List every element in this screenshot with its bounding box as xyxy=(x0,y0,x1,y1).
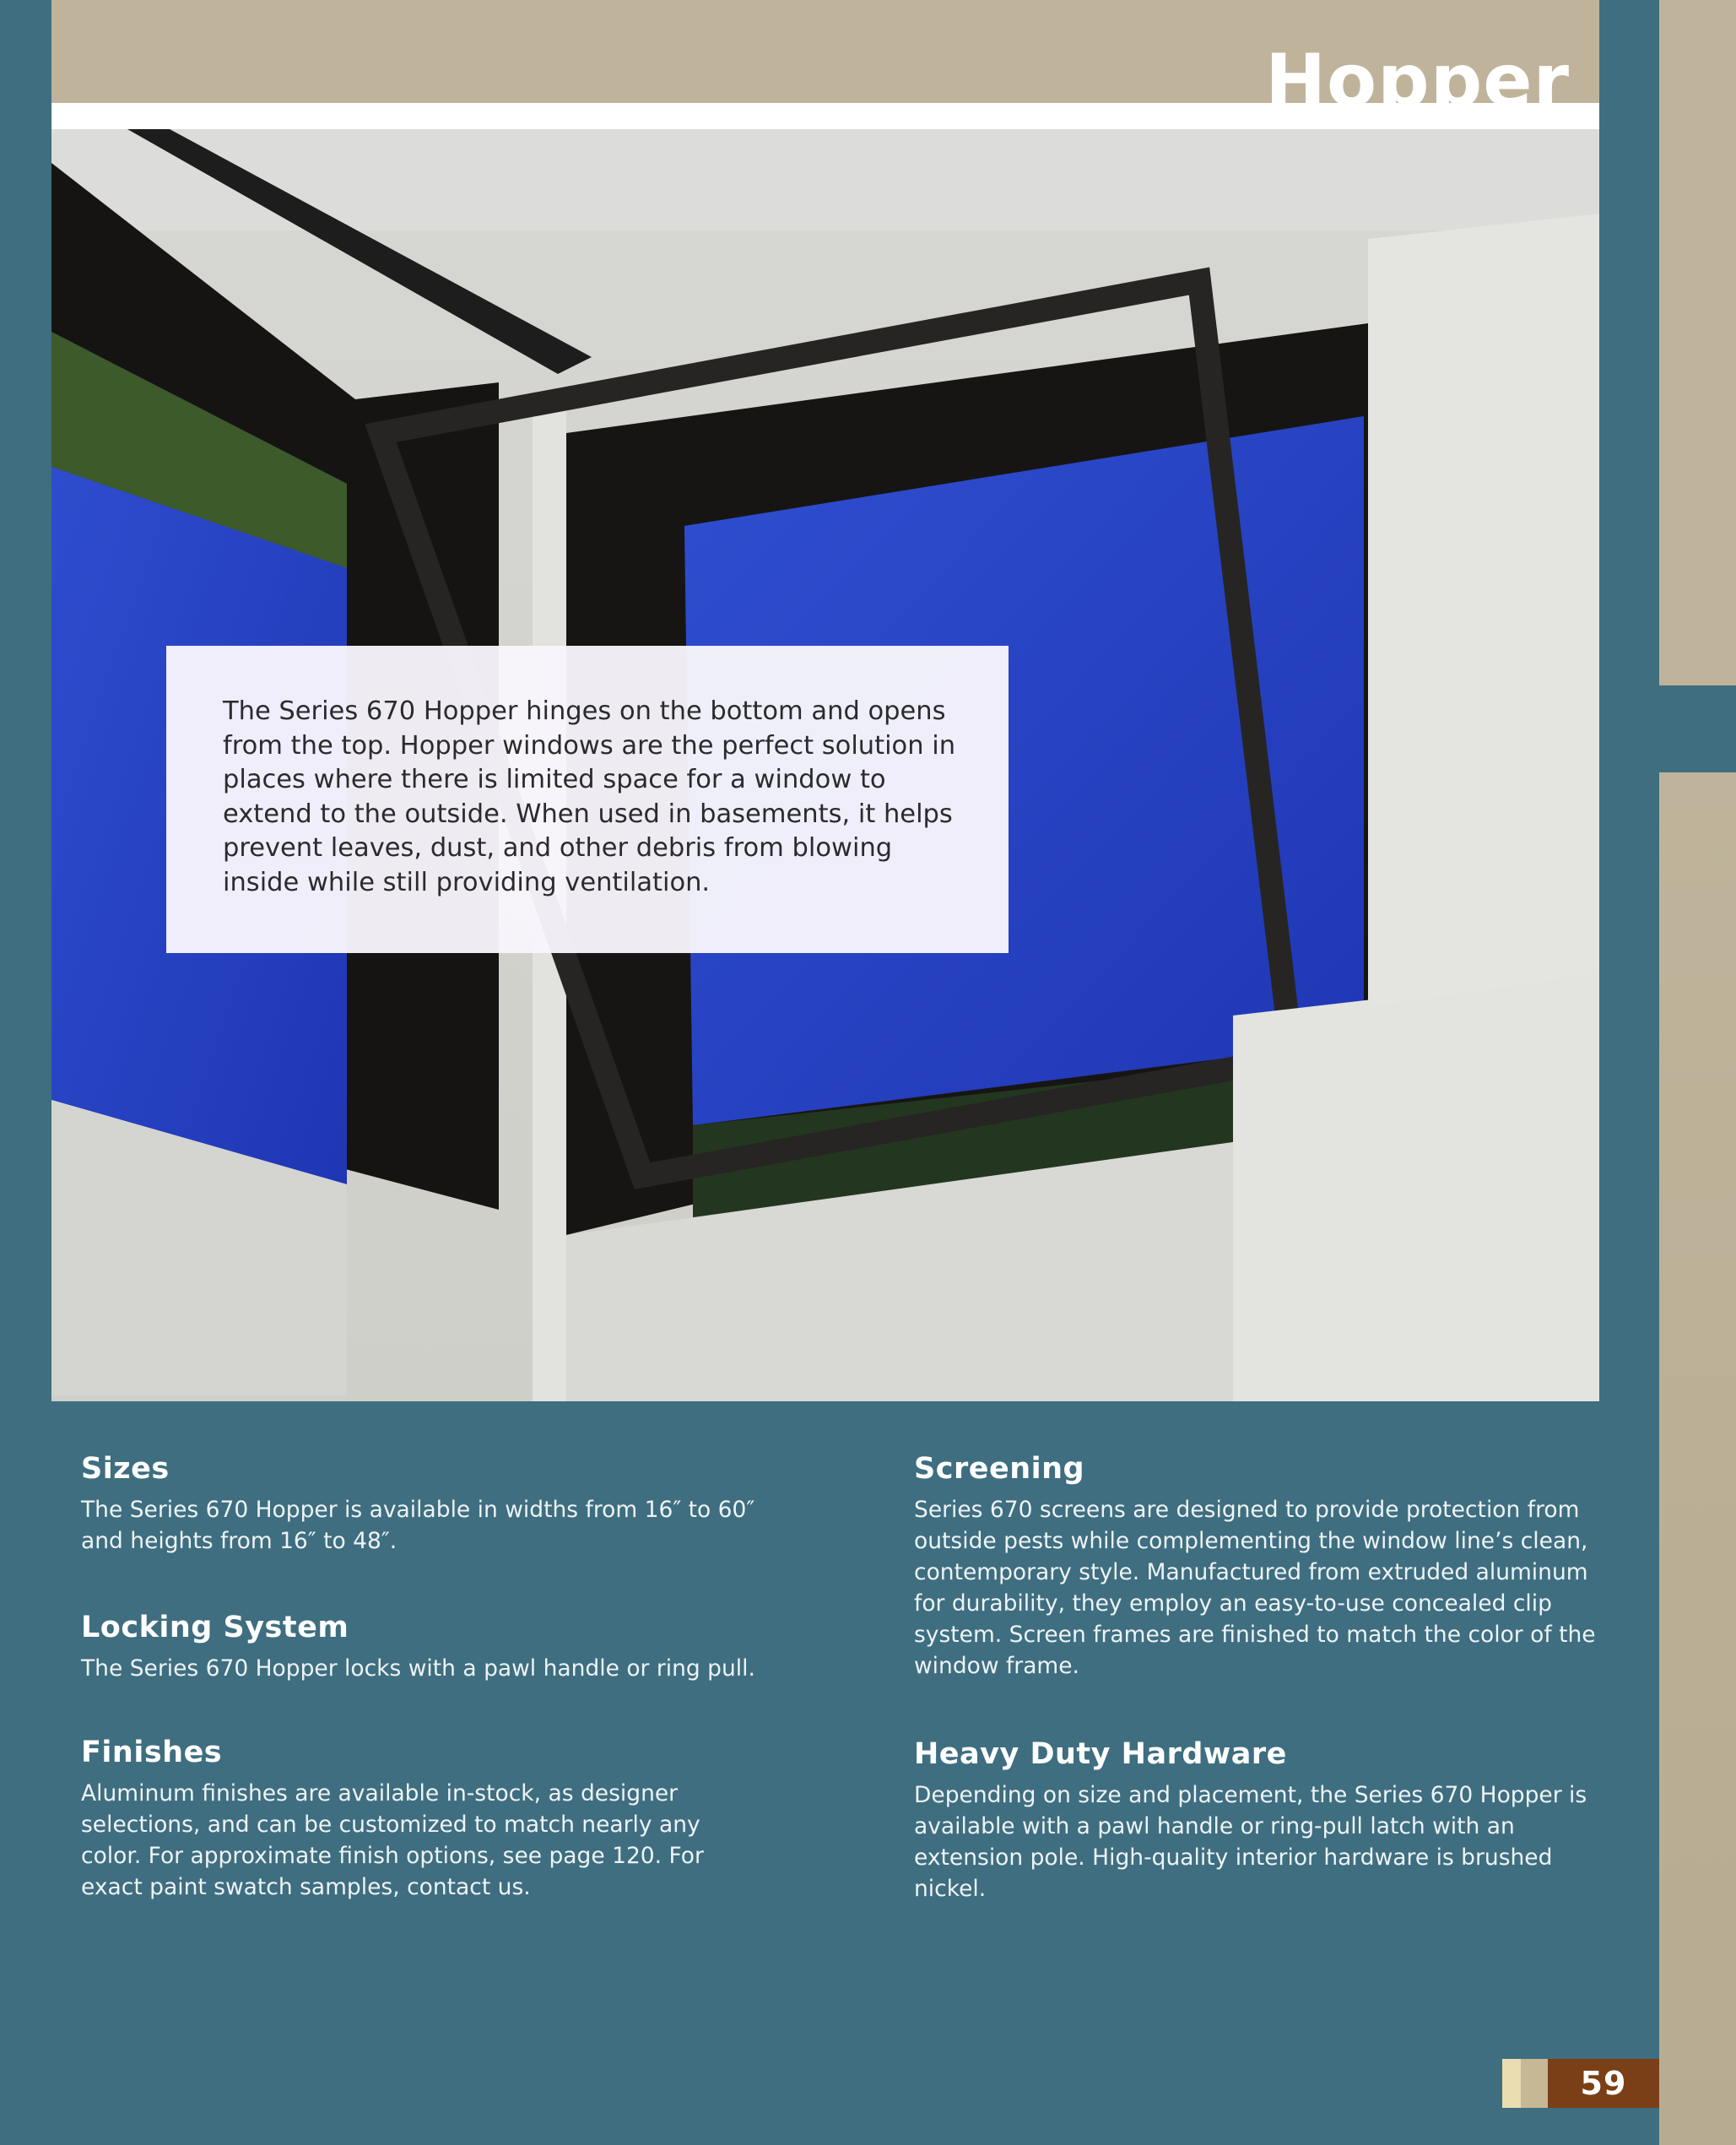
locking-body: The Series 670 Hopper locks with a pawl handle or ring pull. xyxy=(81,1655,755,1682)
sizes-heading: Sizes xyxy=(81,1452,170,1486)
screening-body: Series 670 screens are designed to provide protection from outside pests while complementing the window line’s clean, contemporary style. Manufactured from extruded aluminum for durability, they employ an easy-to-use concealed clip system. Screen frames are finished to match the color of the window frame. xyxy=(914,1497,1596,1679)
screening-heading: Screening xyxy=(914,1452,1085,1486)
section-finishes xyxy=(81,1734,807,1903)
section-screening xyxy=(914,1450,1640,1682)
hardware-body: Depending on size and placement, the Series 670 Hopper is available with a pawl handle or ring-pull latch with an extension pole. High-quality interior hardware is brushed nickel. xyxy=(914,1782,1587,1902)
page-title: Hopper xyxy=(1265,39,1570,123)
locking-heading: Locking System xyxy=(81,1611,349,1644)
finishes-body: Aluminum finishes are available in-stock, as designer selections, and can be customized to match nearly any color. For approximate finish options, see page 120. For exact paint swatch samples, contact us. xyxy=(81,1780,704,1900)
page-tab-light xyxy=(1502,2059,1521,2108)
section-sizes xyxy=(81,1450,807,1557)
side-strip-bottom xyxy=(1659,772,1736,2145)
side-strip-top xyxy=(1659,0,1736,685)
page-tab-tan xyxy=(1521,2059,1548,2108)
intro-text: The Series 670 Hopper hinges on the bottom and opens from the top. Hopper windows are the perfect solution in places where there is limited space for a window to extend to the outside. When used in basements, it helps prevent leaves, dust, and other debris from blowing inside while still providing ventilation. xyxy=(223,696,956,897)
page-number: 59 xyxy=(1548,2059,1659,2108)
section-locking xyxy=(81,1609,807,1684)
section-hardware xyxy=(914,1736,1640,1904)
intro-callout xyxy=(166,646,1009,953)
hardware-heading: Heavy Duty Hardware xyxy=(914,1737,1287,1771)
finishes-heading: Finishes xyxy=(81,1736,223,1769)
sizes-body: The Series 670 Hopper is available in widths from 16″ to 60″ and heights from 16″ to 48″. xyxy=(81,1497,755,1554)
